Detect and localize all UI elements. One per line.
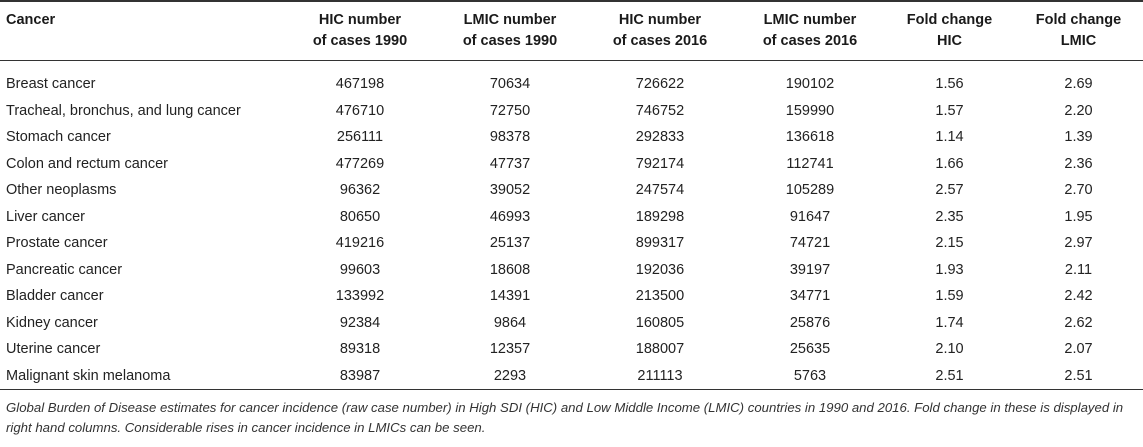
- cell-hic-1990: 83987: [339, 367, 381, 384]
- cell-hic-1990: 476710: [335, 102, 385, 119]
- cell-hic-1990: 467198: [335, 76, 385, 93]
- table-row: [0, 230, 1143, 257]
- cell-cancer-name: Liver cancer: [6, 208, 85, 225]
- cell-fold-change-hic: 1.93: [935, 261, 964, 278]
- cell-fold-change-lmic: 2.97: [1064, 235, 1093, 252]
- cell-lmic-2016: 34771: [789, 288, 831, 305]
- cell-fold-change-lmic: 2.51: [1064, 367, 1093, 384]
- cell-lmic-2016: 91647: [789, 208, 831, 225]
- header-line: LMIC number: [763, 12, 857, 28]
- cell-lmic-2016: 159990: [785, 102, 835, 119]
- cell-lmic-2016: 5763: [793, 367, 827, 384]
- header-fold-change-lmic: [1014, 1, 1143, 61]
- cell-fold-change-lmic: 2.69: [1064, 76, 1093, 93]
- cell-lmic-1990: 18608: [489, 261, 531, 278]
- cell-hic-2016: 213500: [635, 288, 685, 305]
- cell-hic-1990: 92384: [339, 314, 381, 331]
- header-row: [0, 1, 1143, 61]
- cell-lmic-1990: 25137: [489, 235, 531, 252]
- cell-lmic-2016: 112741: [786, 155, 834, 172]
- table-row: [0, 257, 1143, 284]
- cell-cancer-name: Uterine cancer: [6, 341, 101, 358]
- header-cancer: [0, 1, 285, 61]
- cell-fold-change-lmic: 2.62: [1064, 314, 1093, 331]
- cell-fold-change-lmic: 2.42: [1064, 288, 1093, 305]
- header-hic-1990: [285, 1, 435, 61]
- header-line: Fold change: [1035, 12, 1122, 28]
- cell-lmic-2016: 25876: [789, 314, 831, 331]
- table-row: [0, 71, 1143, 98]
- header-line: of cases 2016: [762, 33, 858, 49]
- cell-hic-2016: 726622: [635, 76, 685, 93]
- cell-hic-2016: 899317: [635, 235, 685, 252]
- cell-fold-change-hic: 2.57: [935, 182, 964, 199]
- header-line: of cases 1990: [312, 33, 408, 49]
- cell-lmic-1990: 72750: [489, 102, 531, 119]
- cell-fold-change-hic: 2.15: [935, 235, 964, 252]
- cell-lmic-2016: 39197: [789, 261, 831, 278]
- cell-cancer-name: Bladder cancer: [6, 288, 104, 305]
- cell-hic-1990: 80650: [339, 208, 381, 225]
- cell-fold-change-lmic: 2.20: [1064, 102, 1093, 119]
- cell-cancer-name: Breast cancer: [6, 76, 96, 93]
- cell-cancer-name: Tracheal, bronchus, and lung cancer: [6, 102, 241, 119]
- table-spacer-row: [0, 61, 1143, 72]
- cell-cancer-name: Stomach cancer: [6, 129, 111, 146]
- cell-hic-2016: 247574: [635, 182, 685, 199]
- cell-hic-2016: 192036: [635, 261, 685, 278]
- cell-fold-change-hic: 1.57: [935, 102, 964, 119]
- cell-cancer-name: Prostate cancer: [6, 235, 108, 252]
- cell-fold-change-lmic: 1.39: [1064, 129, 1093, 146]
- cell-hic-2016: 792174: [635, 155, 685, 172]
- cell-hic-2016: 292833: [635, 129, 685, 146]
- table-row: [0, 124, 1143, 151]
- cell-lmic-1990: 9864: [493, 314, 527, 331]
- cell-lmic-1990: 12357: [489, 341, 531, 358]
- cell-cancer-name: Kidney cancer: [6, 314, 98, 331]
- cell-cancer-name: Colon and rectum cancer: [6, 155, 168, 172]
- cell-lmic-1990: 98378: [489, 129, 531, 146]
- cell-fold-change-hic: 1.56: [935, 76, 964, 93]
- cell-lmic-2016: 25635: [789, 341, 831, 358]
- cell-lmic-1990: 46993: [489, 208, 531, 225]
- table-row: [0, 98, 1143, 125]
- cell-hic-1990: 99603: [339, 261, 381, 278]
- header-line: Fold change: [906, 12, 993, 28]
- table-body: [0, 61, 1143, 390]
- cell-fold-change-hic: 1.66: [935, 155, 964, 172]
- cell-fold-change-lmic: 1.95: [1064, 208, 1093, 225]
- cell-hic-1990: 256111: [336, 129, 384, 146]
- header-lmic-1990: [435, 1, 585, 61]
- cell-hic-1990: 133992: [335, 288, 385, 305]
- cell-lmic-1990: 70634: [489, 76, 531, 93]
- cell-lmic-1990: 2293: [493, 367, 527, 384]
- table-row: [0, 177, 1143, 204]
- table-row: [0, 310, 1143, 337]
- table-row: [0, 151, 1143, 178]
- header-line: LMIC: [1060, 33, 1097, 49]
- header-cancer-label: Cancer: [6, 12, 56, 28]
- table-row: [0, 204, 1143, 231]
- table-row: [0, 283, 1143, 310]
- header-fold-change-hic: [885, 1, 1014, 61]
- cell-hic-1990: 89318: [339, 341, 381, 358]
- cell-fold-change-hic: 1.59: [935, 288, 964, 305]
- table-header: [0, 1, 1143, 61]
- header-line: of cases 1990: [462, 33, 558, 49]
- header-hic-2016: [585, 1, 735, 61]
- cell-hic-1990: 419216: [335, 235, 385, 252]
- cell-cancer-name: Other neoplasms: [6, 182, 117, 199]
- cell-hic-1990: 477269: [335, 155, 385, 172]
- header-line: HIC number: [318, 12, 402, 28]
- cell-fold-change-hic: 1.14: [935, 129, 964, 146]
- table-row: [0, 363, 1143, 390]
- table-caption: Global Burden of Disease estimates for cancer incidence (raw case number) in High SDI (HIC) and Low Middle Income (LMIC) countries in 1990 and 2016. Fold change in these is displayed in right hand columns. Considerable rises in cancer incidence in LMICs can be seen.: [6, 400, 1124, 435]
- cell-fold-change-lmic: 2.36: [1064, 155, 1093, 172]
- table-row: [0, 336, 1143, 363]
- header-line: LMIC number: [463, 12, 557, 28]
- cell-fold-change-lmic: 2.70: [1064, 182, 1093, 199]
- cell-hic-2016: 189298: [635, 208, 685, 225]
- cell-hic-2016: 160805: [635, 314, 685, 331]
- cell-fold-change-hic: 2.51: [935, 367, 964, 384]
- cell-fold-change-lmic: 2.11: [1064, 261, 1093, 278]
- cell-hic-2016: 188007: [635, 341, 685, 358]
- cell-lmic-1990: 39052: [489, 182, 531, 199]
- cell-hic-2016: 211113: [637, 367, 683, 384]
- cell-lmic-2016: 190102: [785, 76, 835, 93]
- header-lmic-2016: [735, 1, 885, 61]
- cell-fold-change-hic: 2.35: [935, 208, 964, 225]
- cell-lmic-2016: 136618: [785, 129, 835, 146]
- header-line: of cases 2016: [612, 33, 708, 49]
- cell-fold-change-hic: 1.74: [935, 314, 964, 331]
- header-line: HIC number: [618, 12, 702, 28]
- cell-lmic-1990: 47737: [489, 155, 531, 172]
- header-line: HIC: [937, 33, 962, 49]
- cell-cancer-name: Malignant skin melanoma: [6, 367, 171, 384]
- cell-fold-change-hic: 2.10: [935, 341, 964, 358]
- cell-lmic-2016: 74721: [789, 235, 831, 252]
- cell-fold-change-lmic: 2.07: [1064, 341, 1093, 358]
- cell-lmic-1990: 14391: [489, 288, 531, 305]
- cell-cancer-name: Pancreatic cancer: [6, 261, 123, 278]
- cell-lmic-2016: 105289: [785, 182, 835, 199]
- cell-hic-1990: 96362: [339, 182, 381, 199]
- cell-hic-2016: 746752: [635, 102, 685, 119]
